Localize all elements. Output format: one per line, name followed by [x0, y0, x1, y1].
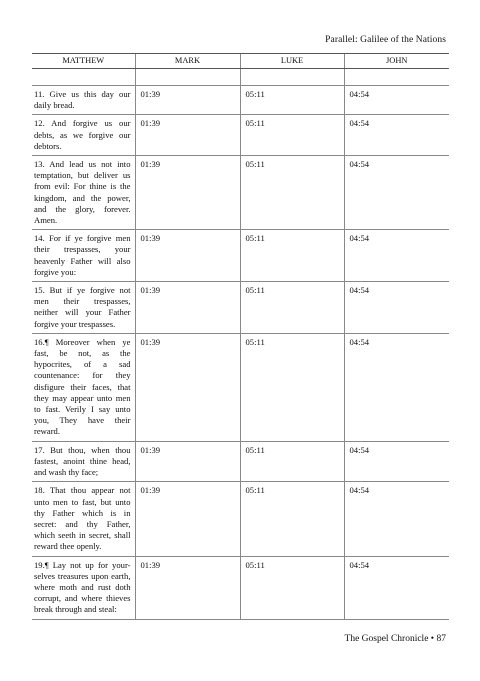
matthew-verse-cell: 15. But if ye forgive not men their trespasses, neither will your Father forgive your trespasses.: [32, 282, 135, 334]
column-header-john: JOHN: [344, 54, 449, 69]
mark-ref-cell: 01:39: [135, 230, 240, 282]
table-row: [32, 282, 449, 334]
column-header-row: [32, 54, 449, 69]
matthew-verse-cell: 16.¶ Moreover when ye fast, be not, as the hypocrites, of a sad countenance: for they disfigure their faces, that they may appear unto men to fast. Verily I say unto you, They have their reward.: [32, 333, 135, 441]
luke-ref-cell: 05:11: [240, 441, 344, 482]
luke-ref-cell: 05:11: [240, 282, 344, 334]
luke-ref-cell: 05:11: [240, 333, 344, 441]
table-row: [32, 115, 449, 156]
john-ref-cell: 04:54: [344, 230, 449, 282]
column-header-luke: LUKE: [240, 54, 344, 69]
table-row: [32, 441, 449, 482]
matthew-verse-cell: 12. And forgive us our debts, as we forgive our debtors.: [32, 115, 135, 156]
mark-ref-cell: 01:39: [135, 86, 240, 115]
column-header-matthew: MATTHEW: [32, 54, 135, 69]
table-row: [32, 230, 449, 282]
column-header-mark: MARK: [135, 54, 240, 69]
page-footer: The Gospel Chronicle • 87: [344, 634, 446, 644]
john-ref-cell: 04:54: [344, 441, 449, 482]
matthew-verse-cell: 17. But thou, when thou fastest, anoint thine head, and wash thy face;: [32, 441, 135, 482]
mark-ref-cell: 01:39: [135, 156, 240, 230]
table-body: [32, 69, 449, 620]
mark-ref-cell: 01:39: [135, 556, 240, 619]
mark-ref-cell: 01:39: [135, 441, 240, 482]
table-row: [32, 482, 449, 556]
matthew-verse-cell: 11. Give us this day our daily bread.: [32, 86, 135, 115]
luke-ref-cell: 05:11: [240, 115, 344, 156]
matthew-verse-cell: 13. And lead us not into temptation, but deliver us from evil: For thine is the kingdom, and the power, and the glory, forever. Amen.: [32, 156, 135, 230]
parallel-table: [32, 53, 449, 620]
header-spacer-row: [32, 69, 449, 86]
mark-ref-cell: 01:39: [135, 115, 240, 156]
table-row: [32, 556, 449, 619]
mark-ref-cell: 01:39: [135, 282, 240, 334]
table-row: [32, 86, 449, 115]
luke-ref-cell: 05:11: [240, 86, 344, 115]
luke-ref-cell: 05:11: [240, 556, 344, 619]
john-ref-cell: 04:54: [344, 333, 449, 441]
john-ref-cell: 04:54: [344, 556, 449, 619]
john-ref-cell: 04:54: [344, 115, 449, 156]
running-head: Parallel: Galilee of the Nations: [325, 35, 446, 45]
matthew-verse-cell: 18. That thou appear not unto men to fast, but unto thy Father which is in secret: and thy Father, which seeth in secret, shall reward thee openly.: [32, 482, 135, 556]
luke-ref-cell: 05:11: [240, 230, 344, 282]
matthew-verse-cell: 14. For if ye forgive men their trespasses, your heavenly Father will also forgive you:: [32, 230, 135, 282]
john-ref-cell: 04:54: [344, 482, 449, 556]
mark-ref-cell: 01:39: [135, 333, 240, 441]
mark-ref-cell: 01:39: [135, 482, 240, 556]
table-row: [32, 333, 449, 441]
matthew-verse-cell: 19.¶ Lay not up for your-selves treasures upon earth, where moth and rust doth corrupt, and where thieves break through and steal:: [32, 556, 135, 619]
john-ref-cell: 04:54: [344, 156, 449, 230]
john-ref-cell: 04:54: [344, 282, 449, 334]
table-row: [32, 156, 449, 230]
luke-ref-cell: 05:11: [240, 482, 344, 556]
john-ref-cell: 04:54: [344, 86, 449, 115]
luke-ref-cell: 05:11: [240, 156, 344, 230]
